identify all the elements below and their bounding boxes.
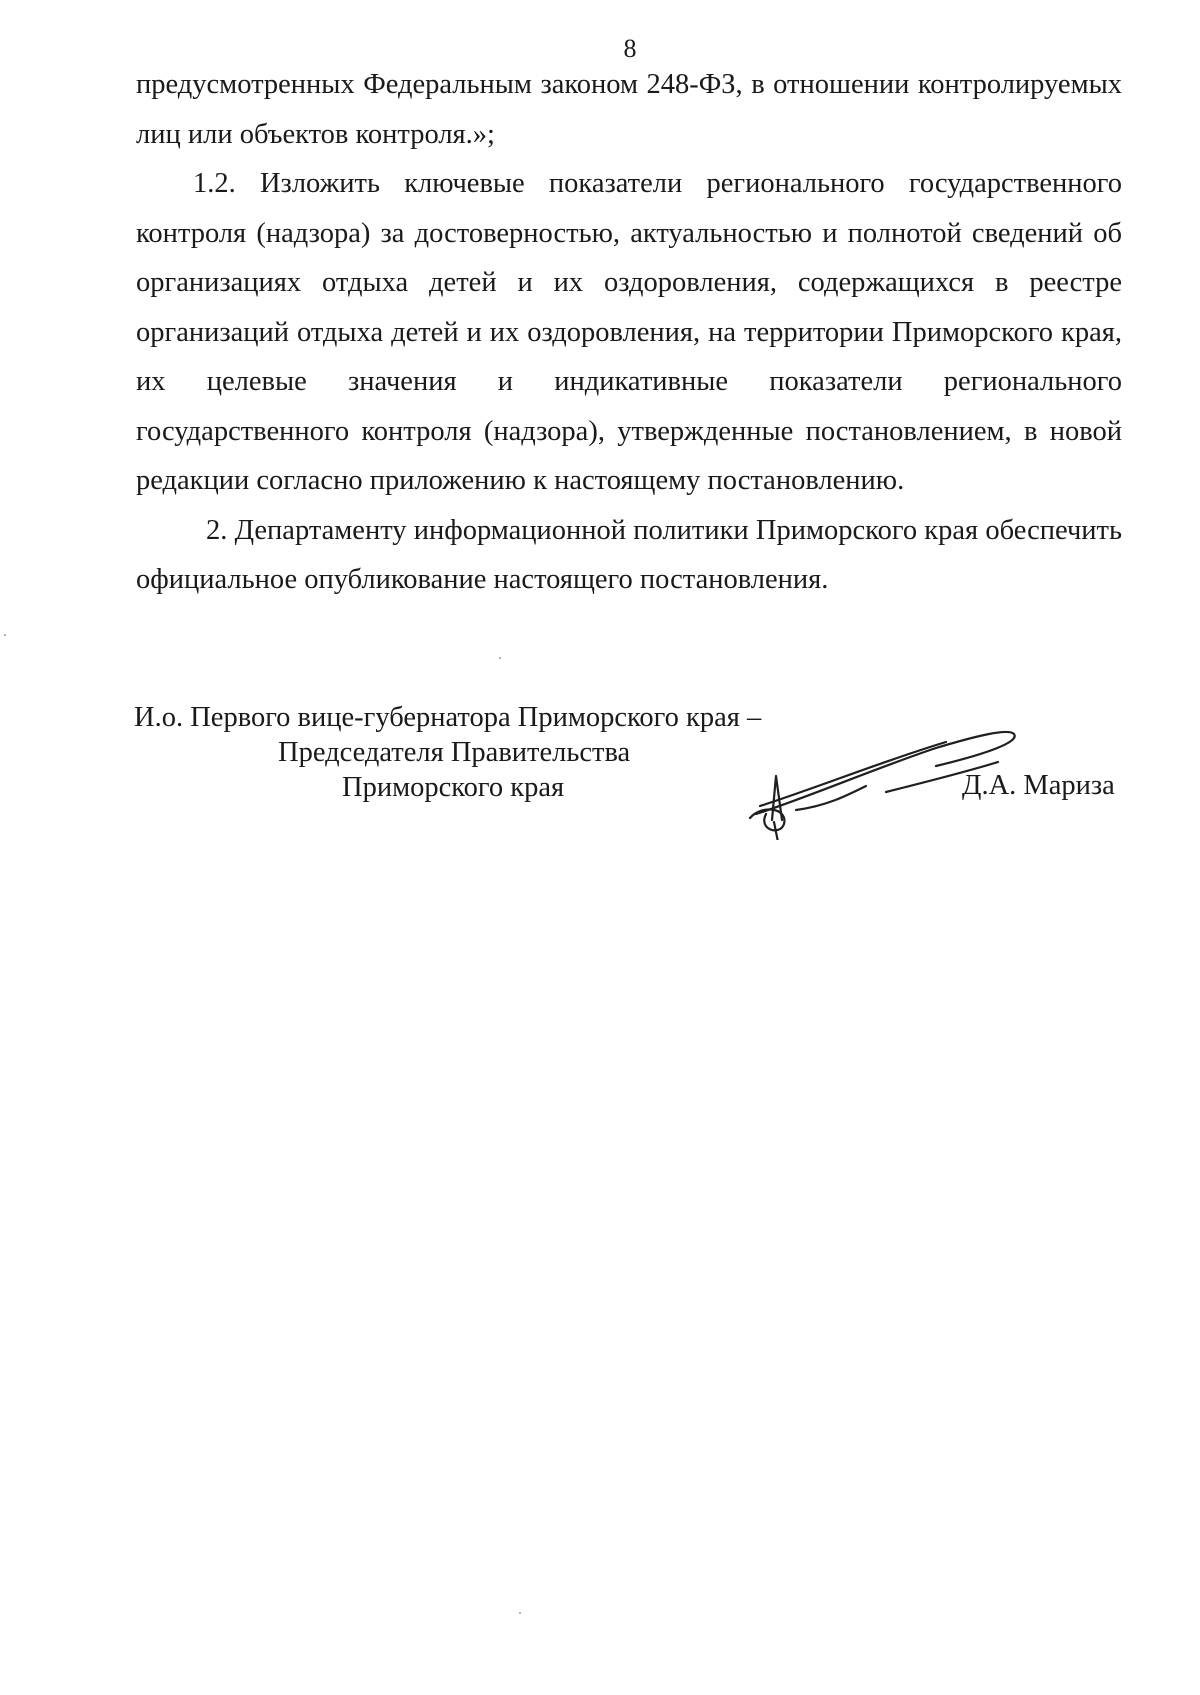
signatory-position-line-3: Приморского края <box>342 772 565 803</box>
signatory-name: Д.А. Мариза <box>962 770 1115 801</box>
document-body <box>136 60 1122 605</box>
paragraph-continuation: предусмотренных Федеральным законом 248-ФЗ, в отношении контролируемых лиц или объектов контроля.»; <box>136 69 1122 150</box>
signatory-position-line-1: И.о. Первого вице-губернатора Приморского края – <box>134 702 762 733</box>
scan-speck <box>519 1612 521 1614</box>
signatory-position-line-2: Председателя Правительства <box>278 737 631 768</box>
paragraph-item-1-2: 1.2. Изложить ключевые показатели регионального государственного контроля (надзора) за достоверностью, актуальностью и полнотой сведений об организациях отдыха детей и их оздоровления, содержащихся в реестре организаций отдыха детей и их оздоровления, на территории Приморского края, их целевые значения и индикативные показатели регионального государственного контроля (надзора), утвержденные постановлением, в новой редакции согласно приложению к настоящему постановлению. <box>136 168 1122 496</box>
scan-speck <box>4 634 6 636</box>
page-number: 8 <box>623 34 637 63</box>
scan-speck <box>499 657 501 659</box>
paragraph-item-2: 2. Департаменту информационной политики Приморского края обеспечить официальное опубликование настоящего постановления. <box>136 514 1122 595</box>
signatory-position <box>134 700 794 805</box>
